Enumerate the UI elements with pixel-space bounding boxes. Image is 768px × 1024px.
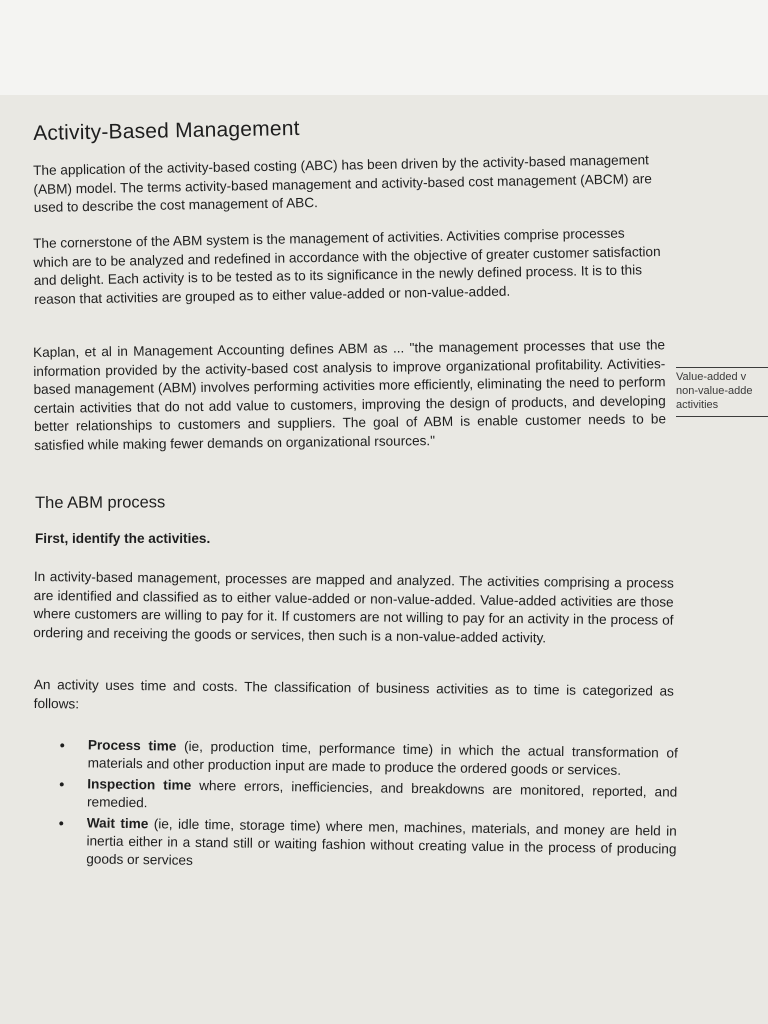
time-classification-paragraph: An activity uses time and costs. The classification of business activities as to time is categorized as follows: <box>33 676 674 712</box>
list-item-term: Inspection time <box>87 776 192 793</box>
bullet: • <box>59 775 65 792</box>
list-item <box>58 814 677 878</box>
margin-note-line-1: Value-added v <box>676 371 747 383</box>
list-item-text: where errors, inefficiencies, and breakdowns are monitored, reported, and remedied. <box>86 777 678 811</box>
process-mapping-paragraph: In activity-based management, processes are mapped and analyzed. The activities comprising a process are identified and classified as to either value-added or non-value-added. Value-added activities are those where customers are willing to pay for it. If customers are not willing to pay for an activity in the process of ordering and receiving the goods or services, then such is a non-value-added activity. <box>33 568 674 646</box>
margin-note-line-3: activities <box>676 399 719 411</box>
bullet: • <box>59 736 65 754</box>
bullet: • <box>58 814 64 831</box>
cornerstone-paragraph: The cornerstone of the ABM system is the management of activities. Activities comprise processes which are to be analyzed and redefined in accordance with the objective of greater customer satisfaction and delight. Each activity is to be tested as to its significance in the newly defined process. It is to this reason that activities are grouped as to either value-added or non-value-added. <box>33 225 661 307</box>
section-heading: The ABM process <box>35 493 166 512</box>
list-item-text: (ie, production time, performance time) in which the actual transformation of materials and other production input are made to produce the ordered goods or services. <box>87 738 678 779</box>
step-subheading: First, identify the activities. <box>35 531 211 546</box>
margin-note-line-2: non-value-adde <box>676 385 753 397</box>
page-title: Activity-Based Management <box>33 116 300 145</box>
list-item <box>59 775 677 820</box>
kaplan-definition-paragraph: Kaplan, et al in Management Accounting defines ABM as ... "the management processes that use the information provided by the activity-based cost analysis to improve organizational profitability. Activities-based management (ABM) involves performing activities more efficiently, eliminating the need to perform certain activities that do not add value to customers, improving the design of products, and developing better relationships to customers and suppliers. The goal of ABM is enable customer needs to be satisfied while making fewer demands on organizational rsources." <box>33 337 667 453</box>
page-top-margin <box>0 0 768 95</box>
time-category-list <box>58 736 678 879</box>
list-item-text: (ie, idle time, storage time) where men, machines, materials, and money are held in inertia either in a stand still or waiting fashion without creating value in the process of producing goods or services <box>86 815 677 869</box>
margin-note <box>676 367 768 417</box>
list-item <box>59 736 677 781</box>
list-item-term: Process time <box>87 737 177 754</box>
list-item-term: Wait time <box>86 815 149 831</box>
intro-paragraph: The application of the activity-based costing (ABC) has been driven by the activity-based management (ABM) model. The terms activity-based management and activity-based cost management (ABCM) are used to describe the cost management of ABC. <box>33 152 653 216</box>
